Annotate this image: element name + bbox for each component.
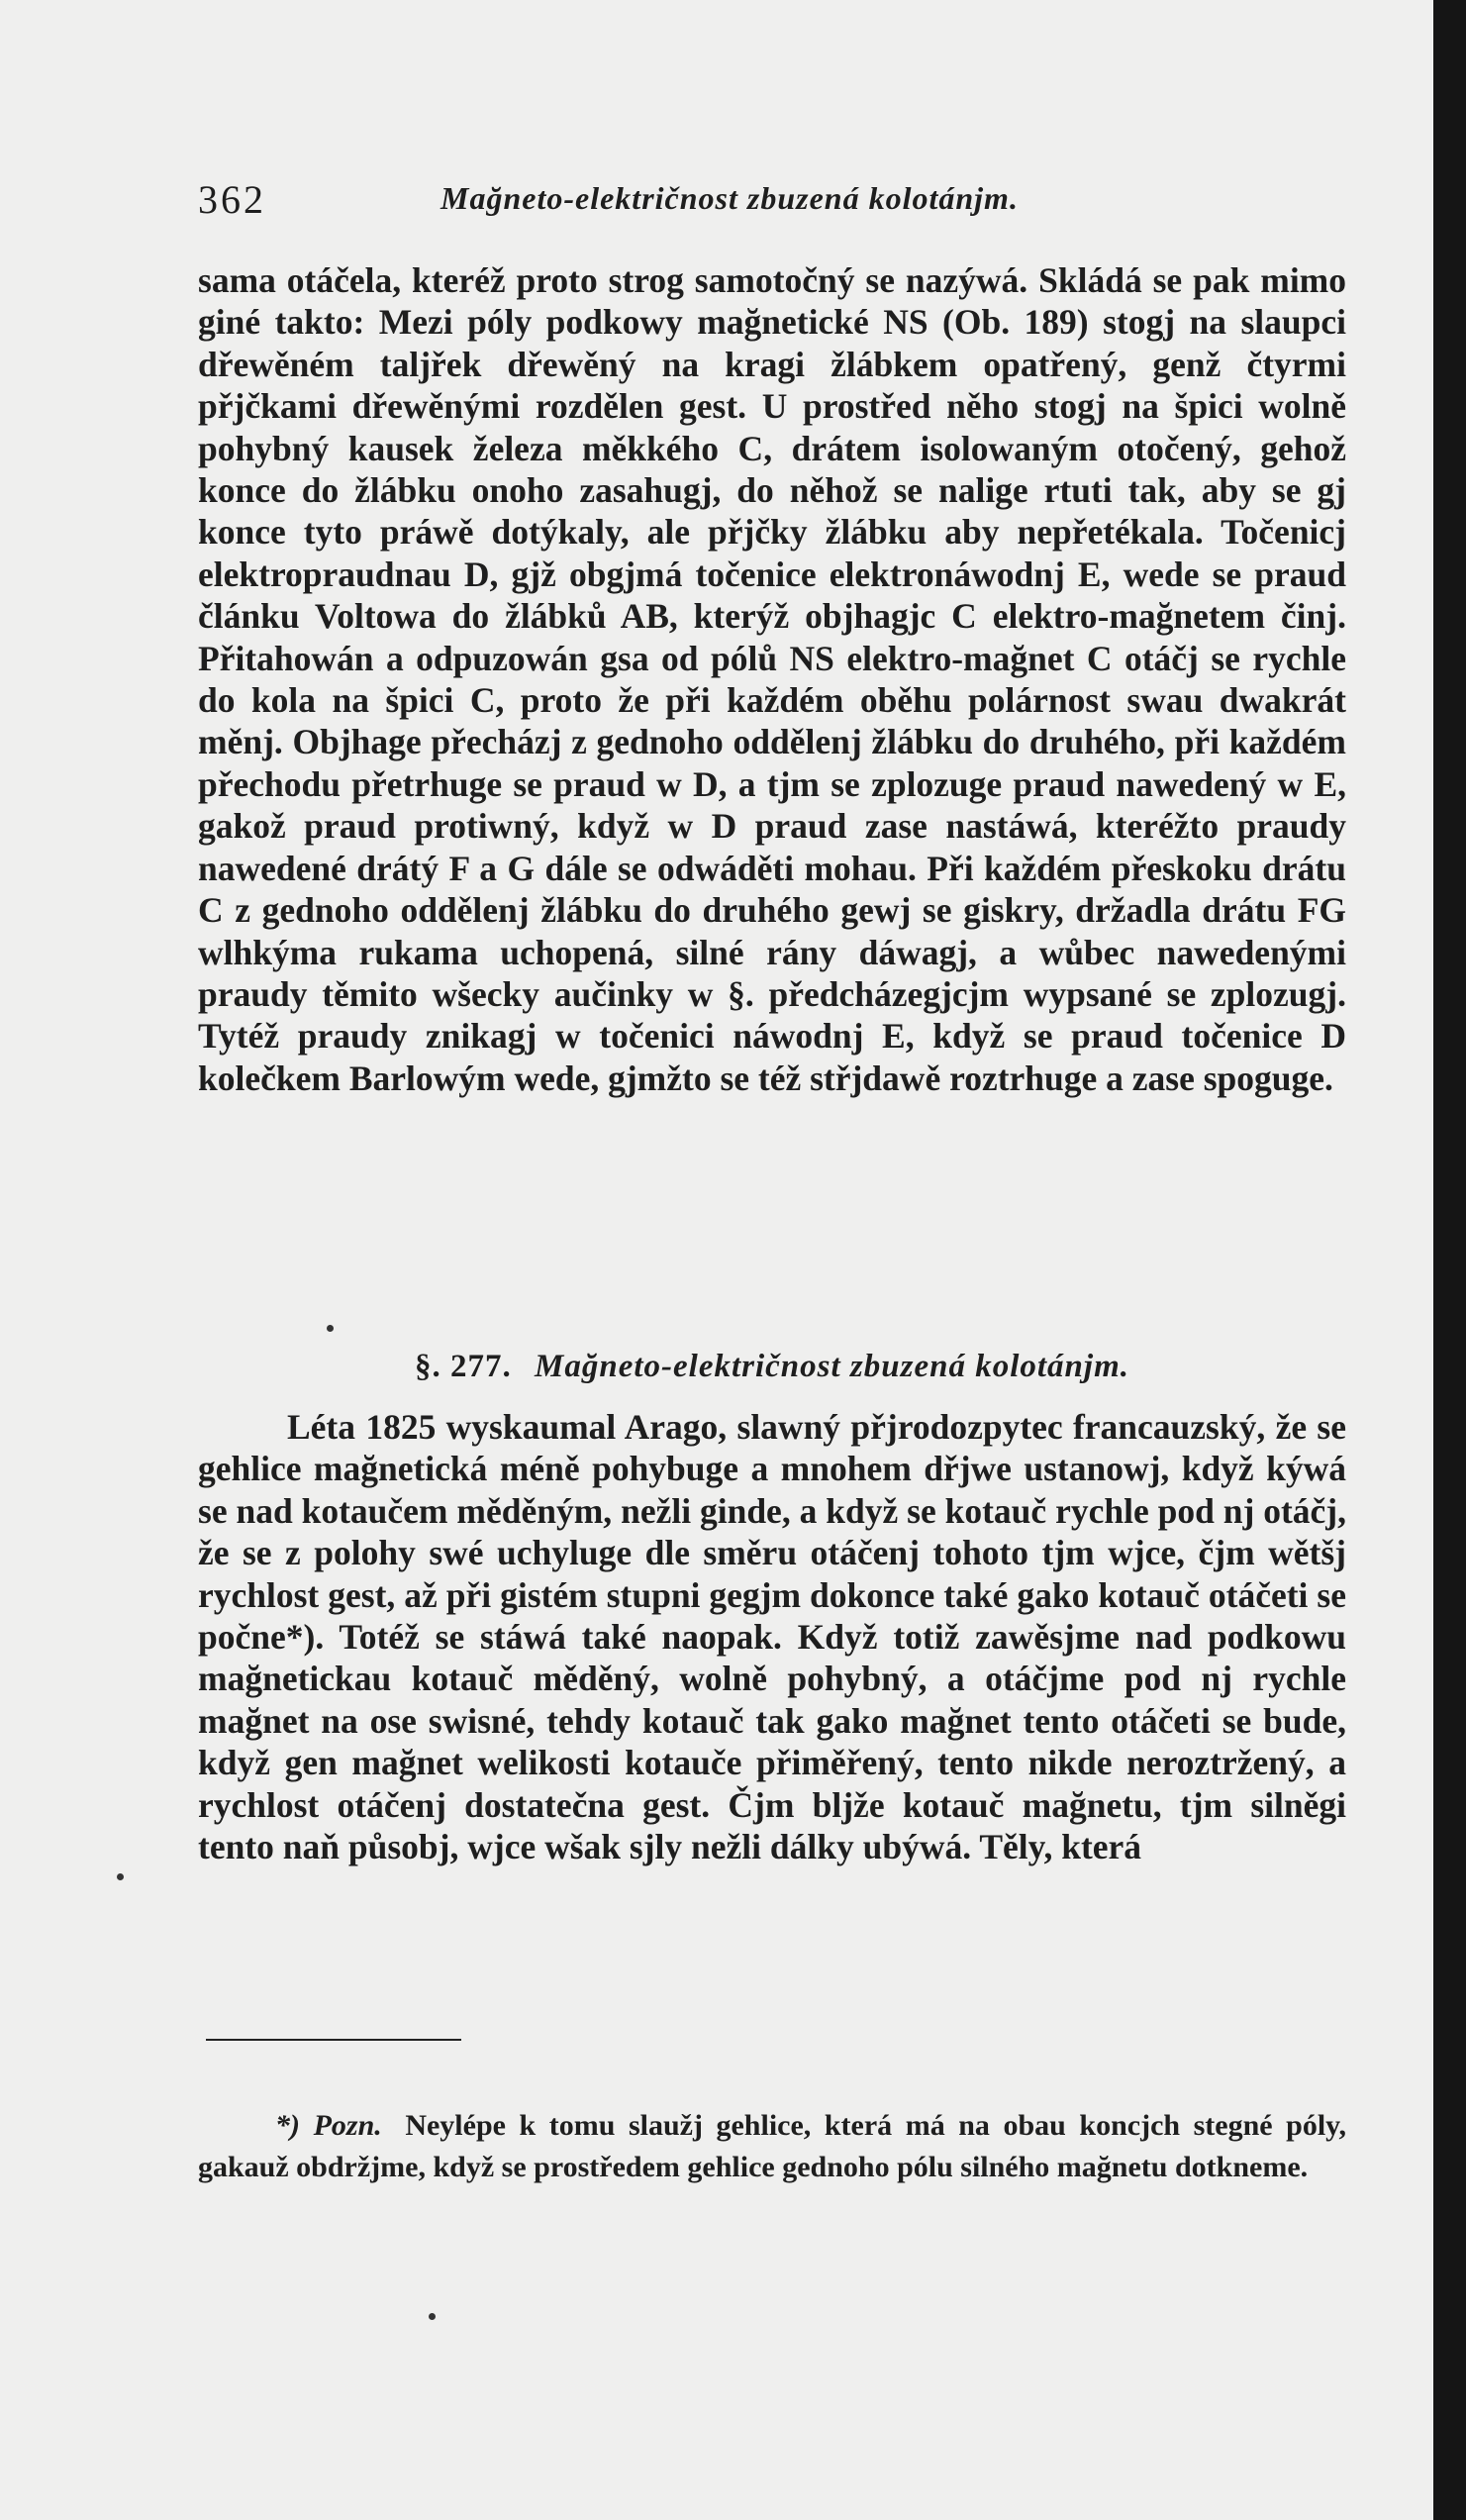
footnote-divider xyxy=(206,2039,461,2041)
footnote-text: Neylépe k tomu slaužj gehlice, která má na obau koncjch stegné póly, gakauž obdržjme, když se prostředem gehlice gednoho pólu silného mağnetu dotkneme. xyxy=(198,2109,1347,2183)
footnote-label: Pozn. xyxy=(313,2109,382,2142)
scan-speck xyxy=(429,2313,436,2320)
section-title: Mağneto-električnost zbuzená kolotánjm. xyxy=(535,1349,1129,1384)
scan-border xyxy=(1433,0,1466,2520)
paragraph-1 xyxy=(198,259,1346,1099)
page-number: 362 xyxy=(198,177,266,222)
section-number: §. 277. xyxy=(415,1349,512,1384)
footnote xyxy=(198,2105,1346,2188)
scan-speck xyxy=(327,1325,334,1332)
paragraph-1-text: sama otáčela, kteréž proto strog samotočný se nazýwá. Skládá se pak mimo giné takto: Mezi póly podkowy mağnetické NS (Ob. 189) stogj na slaupci dřewěném taljřek dřewěný na kragi žlábkem opatřený, genž čtyrmi přjčkami dřewěnými rozdělen gest. U prostřed něho stogj na špici wolně pohybný kausek železa měkkého C, drátem isolowaným otočený, gehož konce do žlábku onoho zasahugj, do něhož se nalige rtuti tak, aby se gj konce tyto práwě dotýkaly, ale přjčky žlábku aby nepřetékala. Točenicj elektropraudnau D, gjž obgjmá točenice elektronáwodnj E, wede se praud článku Voltowa do žlábků AB, kterýž objhagjc C elektro-mağnetem činj. Přitahowán a odpuzowán gsa od pólů NS elektro-mağnet C otáčj se rychle do kola na špici C, proto že při každém oběhu polárnost swau dwakrát měnj. Objhage přecházj z gednoho oddělenj žlábku do druhého, při každém přechodu přetrhuge se praud w D, a tjm se zplozuge praud nawedený w E, gakož praud protiwný, když w D praud zase nastáwá, kteréžto praudy nawedené drátý F a G dále se odwáděti mohau. Při každém přeskoku drátu C z gednoho oddělenj žlábku do druhého gewj se giskry, držadla drátu FG wlhkýma rukama uchopená, silné rány dáwagj, a wůbec nawedenými praudy těmito wšecky aučinky w §. předcházegjcjm wypsané se zplozugj. Tytéž praudy znikagj w točenici náwodnj E, když se praud točenice D kolečkem Barlowým wede, gjmžto se též střjdawě roztrhuge a zase spoguge. xyxy=(198,260,1346,1098)
paragraph-2 xyxy=(198,1406,1346,1867)
running-title: Mağneto-električnost zbuzená kolotánjm. xyxy=(440,180,1019,216)
scan-speck xyxy=(117,1873,124,1880)
paragraph-2-text: Léta 1825 wyskaumal Arago, slawný přjrodozpytec francauzský, že se gehlice mağnetická méně pohybuge a mnohem dřjwe ustanowj, když kýwá se nad kotaučem měděným, nežli ginde, a když se kotauč rychle pod nj otáčj, že se z polohy swé uchyluge dle směru otáčenj tohoto tjm wjce, čjm wětšj rychlost gest, až při gistém stupni gegjm dokonce také gako kotauč otáčeti se počne*). Totéž se stáwá také naopak. Když totiž zawěsjme nad podkowu mağnetickau kotauč měděný, wolně pohybný, a otáčjme pod nj rychle mağnet na ose swisné, tehdy kotauč tak gako mağnet tento otáčeti se bude, když gen mağnet welikosti kotauče přiměřený, tento nikde neroztržený, a rychlost otáčenj dostatečna gest. Čjm bljže kotauč mağnetu, tjm silněgi tento naň působj, wjce wšak sjly nežli dálky ubýwá. Těly, která xyxy=(198,1407,1346,1867)
footnote-marker: *) xyxy=(275,2109,300,2142)
section-heading xyxy=(198,1349,1346,1385)
page-header xyxy=(198,176,1346,226)
